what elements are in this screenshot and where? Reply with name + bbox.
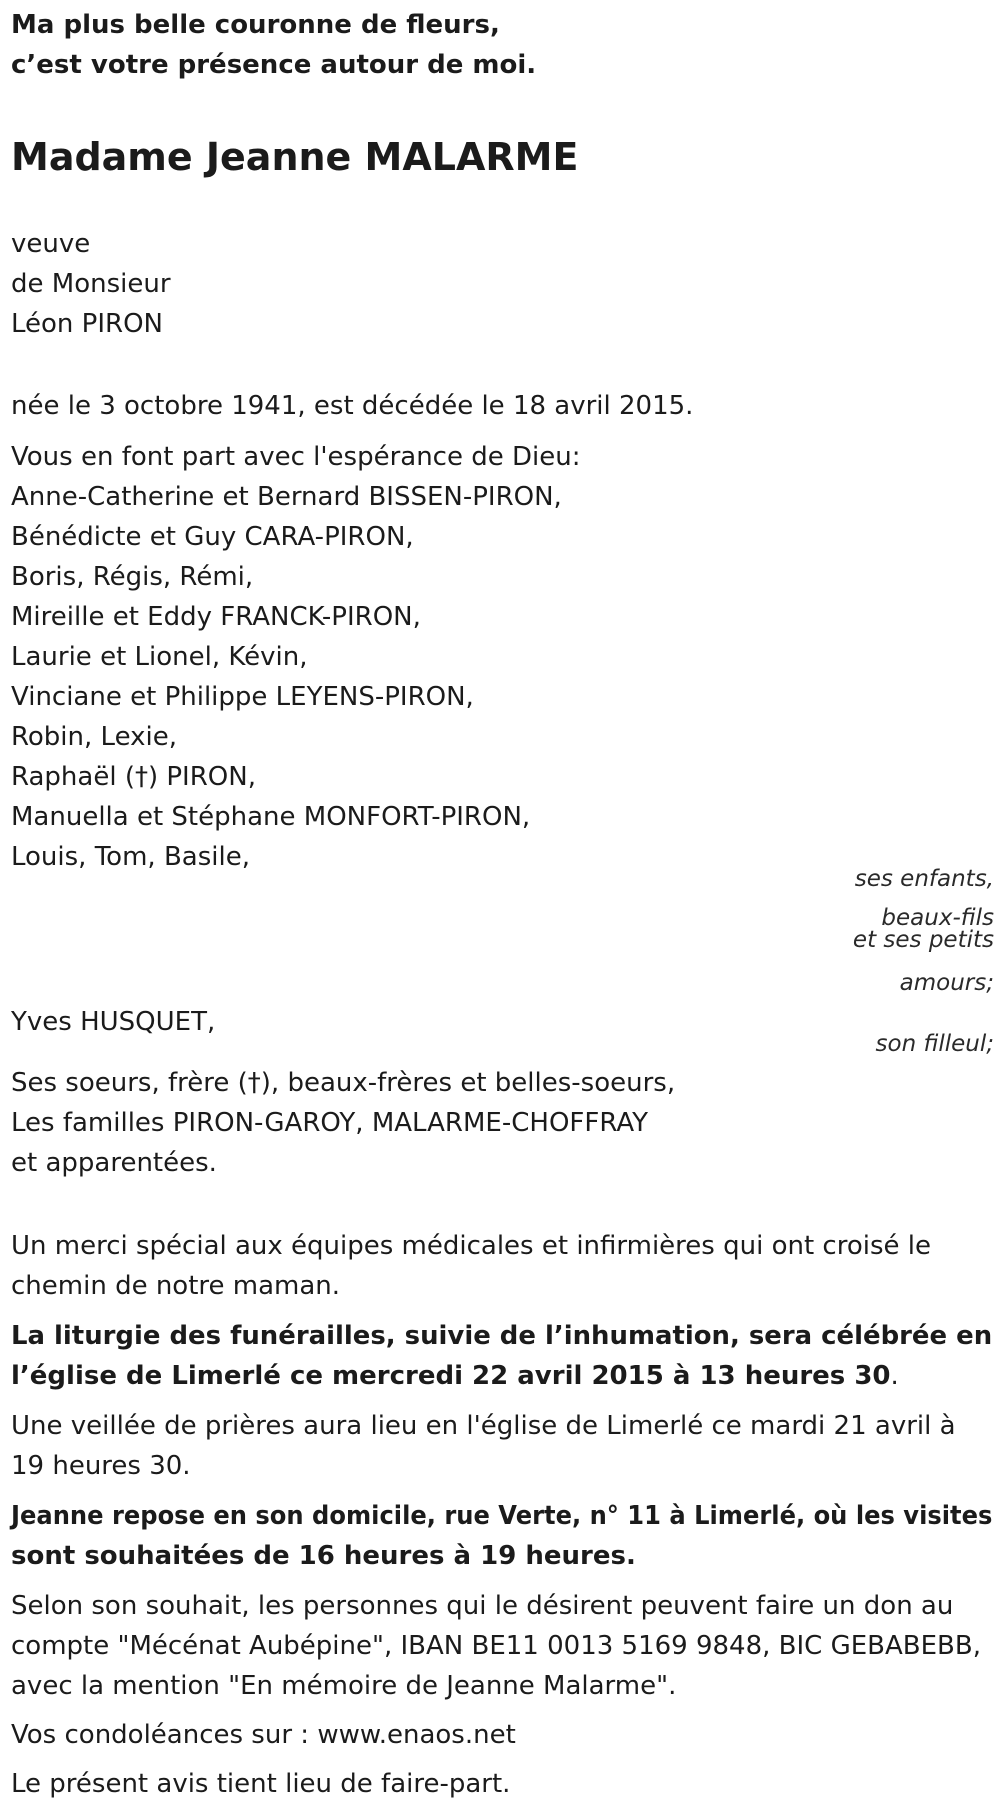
relatives-line: Ses soeurs, frère (†), beaux-frères et belles-soeurs, <box>11 1068 676 1098</box>
godson-role: son filleul; <box>875 1031 994 1057</box>
page-title: Madame Jeanne MALARME <box>11 135 579 179</box>
donation-line: avec la mention "En mémoire de Jeanne Malarme". <box>11 1671 677 1701</box>
thanks-line: Un merci spécial aux équipes médicales et infirmières qui ont croisé le <box>11 1231 931 1261</box>
announce-intro: Vous en font part avec l'espérance de Dieu: <box>11 442 581 472</box>
repose-line: Jeanne repose en son domicile, rue Verte, n° 11 à Limerlé, où les visites <box>11 1501 993 1531</box>
family-role-loves: amours; <box>899 970 994 996</box>
family-line: Laurie et Lionel, Kévin, <box>11 642 308 672</box>
family-line: Manuella et Stéphane MONFORT-PIRON, <box>11 802 531 832</box>
funeral-date: l’église de Limerlé ce mercredi 22 avril 2015 à 13 heures 30 <box>11 1361 891 1391</box>
relatives-line: et apparentées. <box>11 1148 217 1178</box>
family-line: Bénédicte et Guy CARA-PIRON, <box>11 522 414 552</box>
relatives-line: Les familles PIRON-GAROY, MALARME-CHOFFRAY <box>11 1108 648 1138</box>
family-role-grandchildren: et ses petits <box>852 927 994 953</box>
quote-line-2: c’est votre présence autour de moi. <box>11 50 537 80</box>
family-line: Vinciane et Philippe LEYENS-PIRON, <box>11 682 474 712</box>
dates-line: née le 3 octobre 1941, est décédée le 18 avril 2015. <box>11 391 694 421</box>
family-line: Boris, Régis, Rémi, <box>11 562 254 592</box>
status-line-2: de Monsieur <box>11 269 171 299</box>
funeral-line-end: . <box>890 1361 899 1391</box>
family-line: Anne-Catherine et Bernard BISSEN-PIRON, <box>11 482 562 512</box>
condolences-line: Vos condoléances sur : www.enaos.net <box>11 1720 516 1750</box>
family-line: Raphaël (†) PIRON, <box>11 762 256 792</box>
quote-line-1: Ma plus belle couronne de fleurs, <box>11 10 500 40</box>
vigil-line: 19 heures 30. <box>11 1451 191 1481</box>
closing-line: Le présent avis tient lieu de faire-part. <box>11 1769 511 1799</box>
repose-line: sont souhaitées de 16 heures à 19 heures. <box>11 1541 636 1571</box>
family-line: Robin, Lexie, <box>11 722 177 752</box>
godson-name: Yves HUSQUET, <box>11 1007 216 1037</box>
vigil-line: Une veillée de prières aura lieu en l'église de Limerlé ce mardi 21 avril à <box>11 1411 956 1441</box>
status-line-1: veuve <box>11 229 91 259</box>
family-role-children: ses enfants, <box>854 866 994 892</box>
status-line-3: Léon PIRON <box>11 309 164 339</box>
family-role-sons-in-law: beaux-fils <box>881 905 994 931</box>
family-line: Louis, Tom, Basile, <box>11 842 250 872</box>
family-line: Mireille et Eddy FRANCK-PIRON, <box>11 602 421 632</box>
donation-line: compte "Mécénat Aubépine", IBAN BE11 0013 5169 9848, BIC GEBABEBB, <box>11 1631 981 1661</box>
donation-line: Selon son souhait, les personnes qui le désirent peuvent faire un don au <box>11 1591 954 1621</box>
thanks-line: chemin de notre maman. <box>11 1271 341 1301</box>
funeral-line-2 <box>11 1356 899 1396</box>
funeral-line-1: La liturgie des funérailles, suivie de l’inhumation, sera célébrée en <box>11 1321 993 1351</box>
